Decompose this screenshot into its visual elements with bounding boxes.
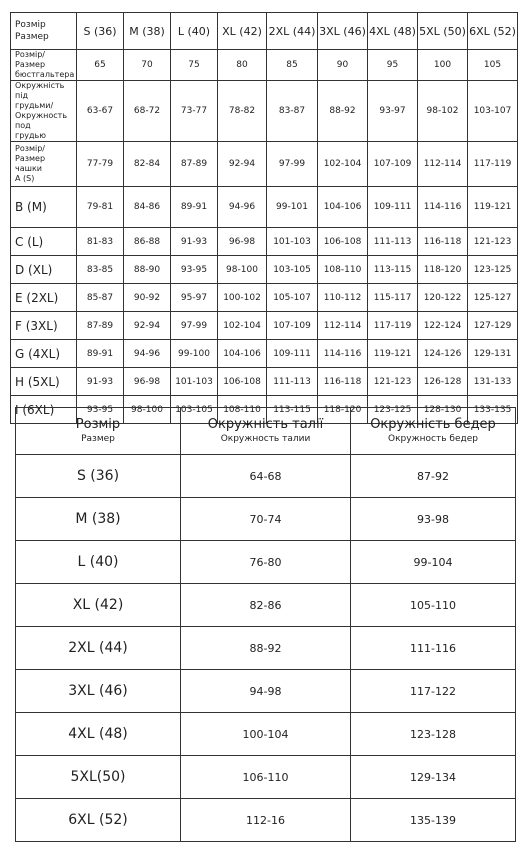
table-cell: 89-91 (171, 187, 218, 228)
table-cell: 117-119 (368, 312, 418, 340)
size-column-header: M (38) (124, 13, 171, 50)
table-cell: 123-125 (468, 256, 518, 284)
table-cell: 98-102 (418, 81, 468, 142)
size-cell: 6XL (52) (16, 799, 181, 842)
size-column-header: 6XL (52) (468, 13, 518, 50)
table-cell: 115-117 (368, 284, 418, 312)
hips-cell: 87-92 (351, 455, 516, 498)
table-cell: 91-93 (171, 228, 218, 256)
table-cell: 81-83 (77, 228, 124, 256)
table-cell: 101-103 (171, 368, 218, 396)
table-cell: 77-79 (77, 142, 124, 187)
table-cell: 124-126 (418, 340, 468, 368)
waist-column-header (181, 408, 351, 455)
size-cell: 4XL (48) (16, 713, 181, 756)
table-cell: 102-104 (218, 312, 267, 340)
table-cell: 75 (171, 50, 218, 81)
table-cell: 123-125 (368, 396, 418, 424)
size-cell: 3XL (46) (16, 670, 181, 713)
table-cell: 92-94 (124, 312, 171, 340)
waist-cell: 112-16 (181, 799, 351, 842)
table-cell: 91-93 (77, 368, 124, 396)
table-cell: 103-105 (267, 256, 318, 284)
hips-cell: 135-139 (351, 799, 516, 842)
table-row (11, 81, 518, 142)
waist-cell: 106-110 (181, 756, 351, 799)
table-row (16, 756, 516, 799)
table-cell: 93-95 (171, 256, 218, 284)
table-cell: 68-72 (124, 81, 171, 142)
hips-cell: 129-134 (351, 756, 516, 799)
size-column-header: L (40) (171, 13, 218, 50)
table-row (11, 187, 518, 228)
hips-header-ru: Окружность бедер (388, 434, 478, 444)
size-header-ua: Розмір (75, 417, 121, 432)
waist-cell: 76-80 (181, 541, 351, 584)
table-cell: 121-123 (468, 228, 518, 256)
table-cell: 112-114 (418, 142, 468, 187)
row-label: Розмір/ Размер чашки A (S) (11, 142, 77, 187)
table-cell: 83-85 (77, 256, 124, 284)
size-column-header: 2XL (44) (267, 13, 318, 50)
waist-header-ua: Окружність талії (207, 417, 324, 432)
waist-cell: 100-104 (181, 713, 351, 756)
row-label: C (L) (11, 228, 77, 256)
table-cell: 95-97 (171, 284, 218, 312)
table-cell: 89-91 (77, 340, 124, 368)
table-cell: 95 (368, 50, 418, 81)
waist-hips-size-table (15, 407, 516, 842)
size-cell: M (38) (16, 498, 181, 541)
table-cell: 126-128 (418, 368, 468, 396)
table-cell: 112-114 (318, 312, 368, 340)
table-cell: 116-118 (418, 228, 468, 256)
size-column-header (16, 408, 181, 455)
table-cell: 119-121 (468, 187, 518, 228)
size-header-label: Розмір Размер (11, 13, 77, 50)
row-label: Розмір/ Размер бюстгальтера (11, 50, 77, 81)
hips-cell: 117-122 (351, 670, 516, 713)
hips-header-ua: Окружність бедер (370, 417, 496, 432)
hips-cell: 93-98 (351, 498, 516, 541)
table-cell: 116-118 (318, 368, 368, 396)
size-header-ru: Размер (81, 434, 115, 444)
row-label: F (3XL) (11, 312, 77, 340)
table-cell: 125-127 (468, 284, 518, 312)
table-row (16, 541, 516, 584)
table-header-row (16, 408, 516, 455)
table-cell: 105 (468, 50, 518, 81)
table-cell: 106-108 (218, 368, 267, 396)
table-cell: 78-82 (218, 81, 267, 142)
table-cell: 107-109 (267, 312, 318, 340)
table-cell: 93-95 (77, 396, 124, 424)
table-cell: 92-94 (218, 142, 267, 187)
waist-cell: 88-92 (181, 627, 351, 670)
table-cell: 90 (318, 50, 368, 81)
table-cell: 106-108 (318, 228, 368, 256)
table-cell: 109-111 (267, 340, 318, 368)
hips-cell: 105-110 (351, 584, 516, 627)
hips-cell: 111-116 (351, 627, 516, 670)
table-row (16, 670, 516, 713)
table-cell: 98-100 (124, 396, 171, 424)
bra-size-table (10, 12, 518, 424)
waist-header-ru: Окружность талии (220, 434, 311, 444)
size-cell: XL (42) (16, 584, 181, 627)
table-cell: 133-135 (468, 396, 518, 424)
table-cell: 120-122 (418, 284, 468, 312)
row-label: G (4XL) (11, 340, 77, 368)
size-column-header: XL (42) (218, 13, 267, 50)
table-cell: 85-87 (77, 284, 124, 312)
table-cell: 110-112 (318, 284, 368, 312)
table-cell: 96-98 (218, 228, 267, 256)
waist-cell: 70-74 (181, 498, 351, 541)
table-cell: 83-87 (267, 81, 318, 142)
waist-cell: 82-86 (181, 584, 351, 627)
hips-column-header (351, 408, 516, 455)
table-cell: 93-97 (368, 81, 418, 142)
table-cell: 127-129 (468, 312, 518, 340)
row-label: Окружність під грудьми/ Окружность под грудью (11, 81, 77, 142)
table-cell: 104-106 (318, 187, 368, 228)
table-cell: 99-101 (267, 187, 318, 228)
size-column-header: 3XL (46) (318, 13, 368, 50)
waist-cell: 64-68 (181, 455, 351, 498)
row-label: H (5XL) (11, 368, 77, 396)
table-cell: 131-133 (468, 368, 518, 396)
table-cell: 122-124 (418, 312, 468, 340)
row-label: D (XL) (11, 256, 77, 284)
table-row (11, 284, 518, 312)
table-row (16, 455, 516, 498)
table-cell: 94-96 (124, 340, 171, 368)
table-cell: 102-104 (318, 142, 368, 187)
table-row (11, 312, 518, 340)
table-cell: 97-99 (171, 312, 218, 340)
table-cell: 108-110 (318, 256, 368, 284)
table-cell: 65 (77, 50, 124, 81)
hips-cell: 99-104 (351, 541, 516, 584)
waist-cell: 94-98 (181, 670, 351, 713)
table-cell: 63-67 (77, 81, 124, 142)
table-row (11, 256, 518, 284)
table-cell: 104-106 (218, 340, 267, 368)
table-cell: 108-110 (218, 396, 267, 424)
table-cell: 119-121 (368, 340, 418, 368)
table-cell: 114-116 (418, 187, 468, 228)
table-cell: 121-123 (368, 368, 418, 396)
table-cell: 100 (418, 50, 468, 81)
size-cell: 2XL (44) (16, 627, 181, 670)
hips-cell: 123-128 (351, 713, 516, 756)
table-row (16, 584, 516, 627)
table-cell: 114-116 (318, 340, 368, 368)
table-cell: 70 (124, 50, 171, 81)
table-cell: 111-113 (267, 368, 318, 396)
table-cell: 118-120 (318, 396, 368, 424)
table-cell: 80 (218, 50, 267, 81)
table-cell: 100-102 (218, 284, 267, 312)
table-cell: 86-88 (124, 228, 171, 256)
size-column-header: S (36) (77, 13, 124, 50)
table-cell: 87-89 (77, 312, 124, 340)
size-cell: S (36) (16, 455, 181, 498)
table-cell: 109-111 (368, 187, 418, 228)
table-cell: 98-100 (218, 256, 267, 284)
table-cell: 97-99 (267, 142, 318, 187)
table-cell: 85 (267, 50, 318, 81)
table-row (11, 228, 518, 256)
table-row (11, 340, 518, 368)
table-cell: 79-81 (77, 187, 124, 228)
table-row (16, 799, 516, 842)
table-cell: 113-115 (267, 396, 318, 424)
table-row (11, 142, 518, 187)
table-cell: 111-113 (368, 228, 418, 256)
table-cell: 96-98 (124, 368, 171, 396)
table-cell: 103-107 (468, 81, 518, 142)
table-cell: 107-109 (368, 142, 418, 187)
table-row (16, 627, 516, 670)
table-cell: 99-100 (171, 340, 218, 368)
table-cell: 129-131 (468, 340, 518, 368)
size-column-header: 4XL (48) (368, 13, 418, 50)
table-row (11, 368, 518, 396)
table-cell: 84-86 (124, 187, 171, 228)
table-cell: 88-90 (124, 256, 171, 284)
table-cell: 94-96 (218, 187, 267, 228)
table-header-row (11, 13, 518, 50)
table-cell: 73-77 (171, 81, 218, 142)
table-cell: 117-119 (468, 142, 518, 187)
table-cell: 101-103 (267, 228, 318, 256)
table-cell: 90-92 (124, 284, 171, 312)
table-row (16, 498, 516, 541)
table-cell: 105-107 (267, 284, 318, 312)
row-label: I (6XL) (11, 396, 77, 424)
table-cell: 87-89 (171, 142, 218, 187)
table-cell: 113-115 (368, 256, 418, 284)
table-cell: 118-120 (418, 256, 468, 284)
table-cell: 88-92 (318, 81, 368, 142)
table-cell: 128-130 (418, 396, 468, 424)
row-label: B (M) (11, 187, 77, 228)
table-cell: 82-84 (124, 142, 171, 187)
size-cell: 5XL(50) (16, 756, 181, 799)
table-row (16, 713, 516, 756)
size-cell: L (40) (16, 541, 181, 584)
size-column-header: 5XL (50) (418, 13, 468, 50)
table-row (11, 50, 518, 81)
table-cell: 103-105 (171, 396, 218, 424)
row-label: E (2XL) (11, 284, 77, 312)
